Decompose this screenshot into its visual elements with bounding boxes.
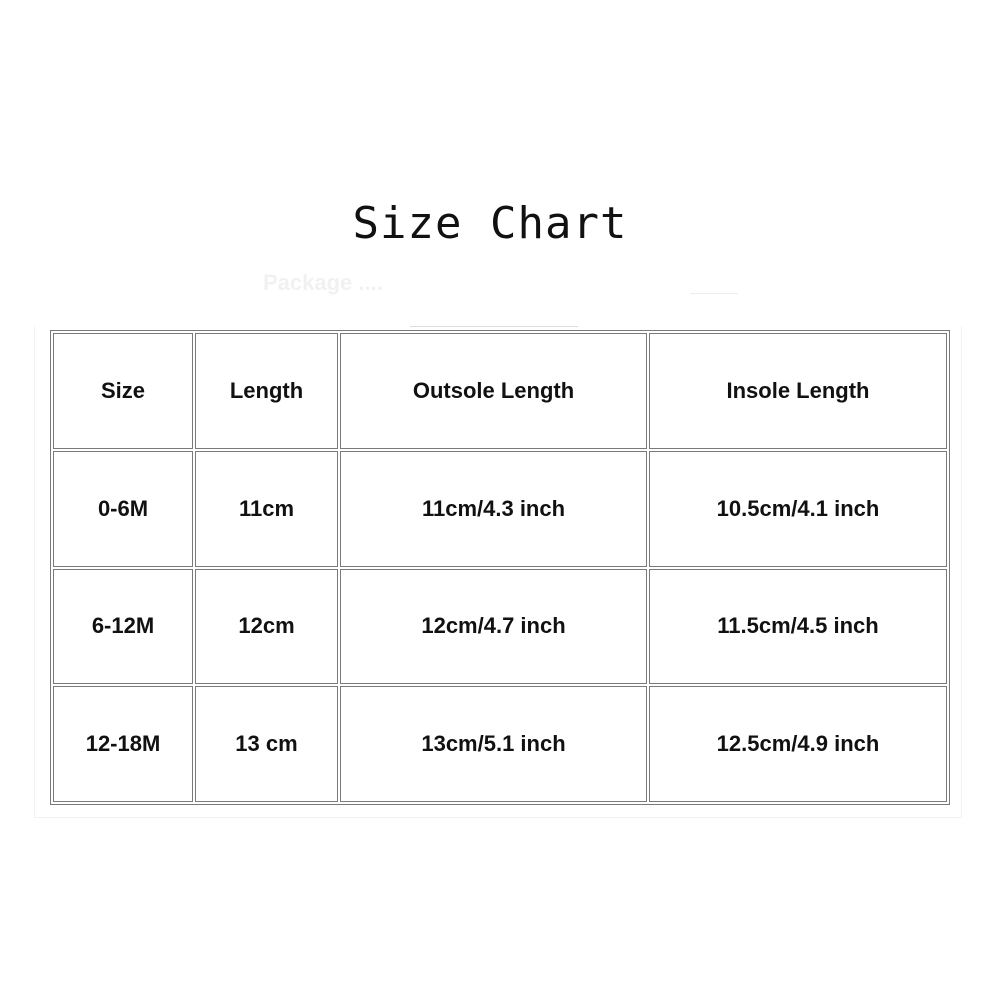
table-row: [53, 569, 947, 685]
cell-insole-length: 11.5cm/4.5 inch: [649, 569, 947, 685]
header-length: Length: [195, 333, 338, 449]
table-row: [53, 451, 947, 567]
cell-length: 11cm: [195, 451, 338, 567]
faint-divider: [690, 293, 738, 294]
cell-insole-length: 10.5cm/4.1 inch: [649, 451, 947, 567]
faint-divider: [410, 326, 578, 327]
cell-outsole-length: 12cm/4.7 inch: [340, 569, 647, 685]
header-insole-length: Insole Length: [649, 333, 947, 449]
cell-size: 0-6M: [53, 451, 193, 567]
cell-outsole-length: 11cm/4.3 inch: [340, 451, 647, 567]
cell-insole-length: 12.5cm/4.9 inch: [649, 686, 947, 802]
cell-size: 6-12M: [53, 569, 193, 685]
header-size: Size: [53, 333, 193, 449]
cell-length: 13 cm: [195, 686, 338, 802]
size-chart-table: [50, 330, 950, 805]
cell-size: 12-18M: [53, 686, 193, 802]
table-header-row: [53, 333, 947, 449]
page-title: Size Chart: [352, 198, 628, 249]
header-outsole-length: Outsole Length: [340, 333, 647, 449]
table-row: [53, 686, 947, 802]
faint-watermark-text: Package ....: [263, 270, 383, 295]
cell-outsole-length: 13cm/5.1 inch: [340, 686, 647, 802]
cell-length: 12cm: [195, 569, 338, 685]
